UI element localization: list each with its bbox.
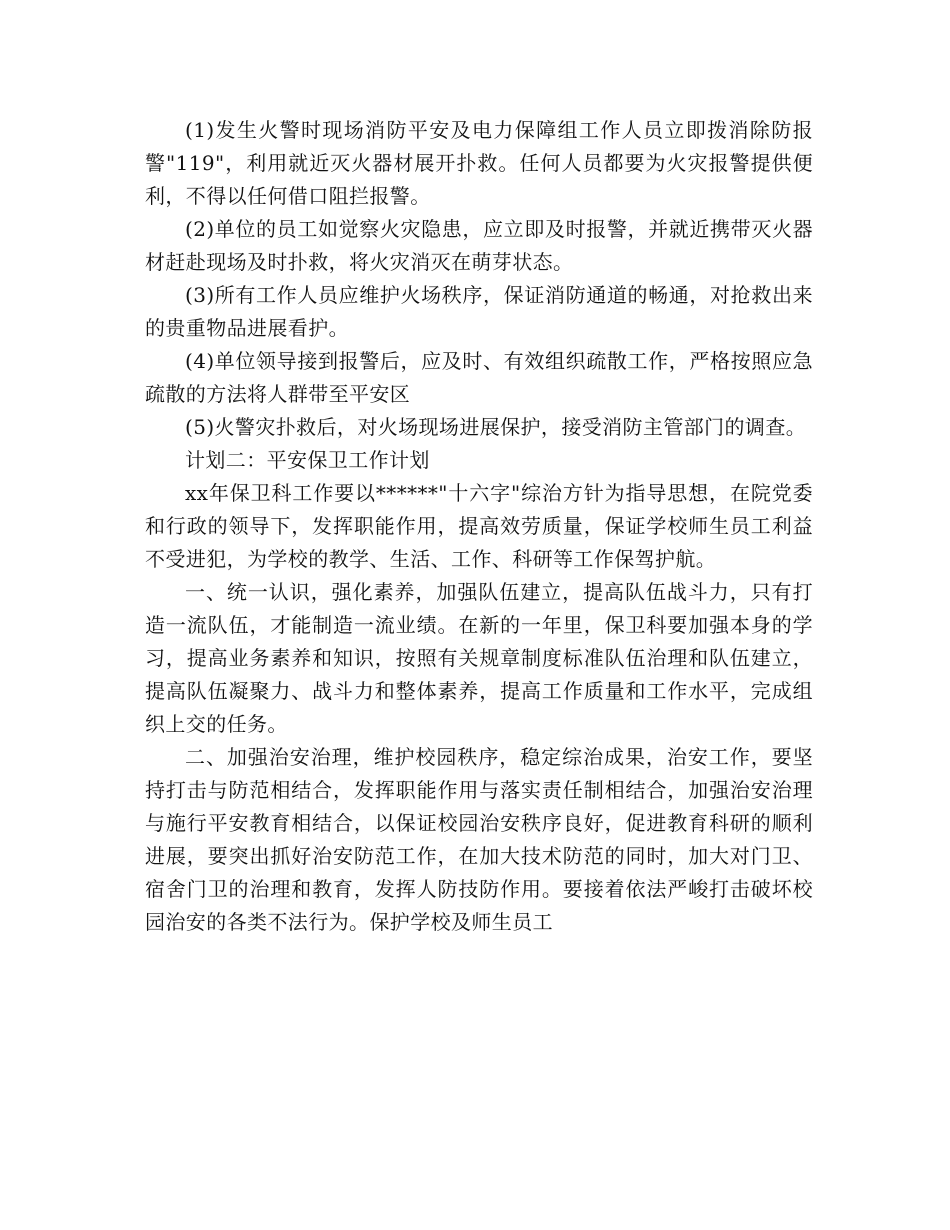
paragraph-section-two: 二、加强治安治理，维护校园秩序，稳定综治成果，治安工作，要坚持打击与防范相结合，发挥职能作用与落实责任制相结合，加强治安治理与施行平安教育相结合，以保证校园治安秩序良好，促进教育科研的顺利进展，要突出抓好治安防范工作，在加大技术防范的同时，加大对门卫、宿舍门卫的治理和教育，发挥人防技防作用。要接着依法严峻打击破坏校园治安的各类不法行为。保护学校及师生员工	[145, 745, 813, 934]
document-page	[145, 114, 813, 939]
paragraph-fire-step-1: (1)发生火警时现场消防平安及电力保障组工作人员立即拨消除防报警"119"，利用就近灭火器材展开扑救。任何人员都要为火灾报警提供便利，不得以任何借口阻拦报警。	[145, 118, 813, 208]
paragraph-fire-step-5: (5)火警灾扑救后，对火场现场进展保护，接受消防主管部门的调查。	[185, 415, 807, 439]
paragraph-fire-step-3: (3)所有工作人员应维护火场秩序，保证消防通道的畅通，对抢救出来的贵重物品进展看护。	[145, 283, 813, 340]
paragraph-section-one: 一、统一认识，强化素养，加强队伍建立，提高队伍战斗力，只有打造一流队伍，才能制造一流业绩。在新的一年里，保卫科要加强本身的学习，提高业务素养和知识，按照有关规章制度标准队伍治理和队伍建立，提高队伍凝聚力、战斗力和整体素养，提高工作质量和工作水平，完成组织上交的任务。	[145, 580, 813, 736]
paragraph-plan-intro: xx年保卫科工作要以******"十六字"综治方针为指导思想，在院党委和行政的领导下，发挥职能作用，提高效劳质量，保证学校师生员工利益不受进犯，为学校的教学、生活、工作、科研等工作保驾护航。	[145, 481, 813, 571]
section-heading-plan-two: 计划二：平安保卫工作计划	[185, 448, 430, 472]
paragraph-fire-step-4: (4)单位领导接到报警后，应及时、有效组织疏散工作，严格按照应急疏散的方法将人群带至平安区	[145, 349, 813, 406]
paragraph-fire-step-2: (2)单位的员工如觉察火灾隐患，应立即及时报警，并就近携带灭火器材赶赴现场及时扑救，将火灾消灭在萌芽状态。	[145, 217, 813, 274]
